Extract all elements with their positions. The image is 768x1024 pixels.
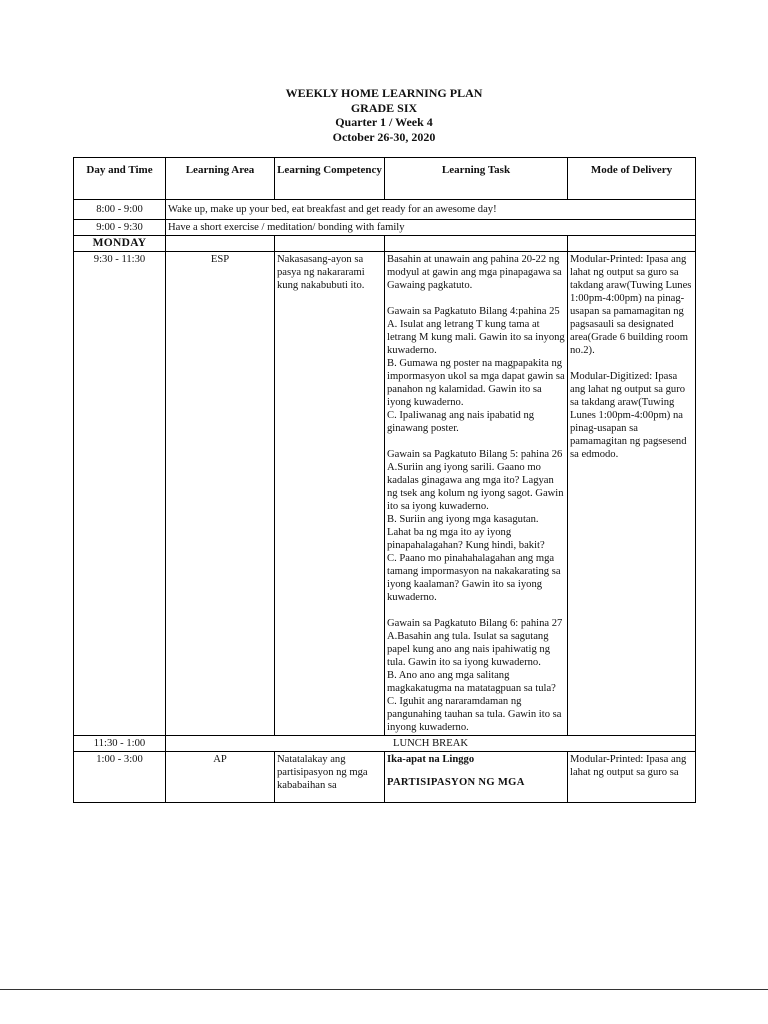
empty-cell [166, 236, 275, 252]
competency-cell: Nakasasang-ayon sa pasya ng nakararami kung nakabubuti ito. [275, 252, 385, 736]
col-header-learning-area: Learning Area [166, 158, 275, 200]
learning-task-cell [385, 252, 568, 736]
table-row-ap [74, 752, 696, 803]
task-line: A. Isulat ang letrang T kung tama at letrang M kung mali. Gawin ito sa inyong kuwaderno. [387, 319, 565, 356]
table-row [74, 220, 696, 236]
task-paragraph [387, 448, 565, 604]
col-header-learning-competency: Learning Competency [275, 158, 385, 200]
learning-plan-table [73, 157, 696, 803]
task-line: Gawain sa Pagkatuto Bilang 5: pahina 26 [387, 449, 563, 460]
quarter-week: Quarter 1 / Week 4 [335, 115, 433, 129]
mode-of-delivery-cell: Modular-Printed: Ipasa ang lahat ng output sa guro sa [568, 752, 696, 803]
task-paragraph: Basahin at unawain ang pahina 20-22 ng modyul at gawin ang mga pinapagawa sa Gawaing pagkatuto. [387, 254, 562, 291]
plan-title-block [0, 86, 768, 144]
plan-title: WEEKLY HOME LEARNING PLAN [285, 86, 483, 100]
learning-task-cell [385, 752, 568, 803]
time-cell: 9:30 - 11:30 [74, 252, 166, 736]
table-header-row [74, 158, 696, 200]
learning-area-cell: AP [166, 752, 275, 803]
task-line: B. Ano ano ang mga salitang magkakatugma na matatagpuan sa tula? [387, 670, 556, 694]
task-line: C. Paano mo pinahahalagahan ang mga tamang impormasyon na nakakarating sa iyong kaalaman? Gawin ito sa iyong kuwaderno. [387, 553, 561, 603]
task-line: Gawain sa Pagkatuto Bilang 4:pahina 25 [387, 306, 560, 317]
grade-level: GRADE SIX [350, 100, 418, 115]
mode-of-delivery-cell [568, 252, 696, 736]
learning-area-cell: ESP [166, 252, 275, 736]
date-range: October 26-30, 2020 [332, 129, 436, 144]
mode-paragraph: Modular-Digitized: Ipasa ang lahat ng output sa guro sa takdang araw(Tuwing Lunes 1:00pm-4:00pm) na pinag-usapan sa pamamagitan ng pagsesend sa edmodo. [570, 371, 687, 460]
lunch-break-cell: LUNCH BREAK [166, 736, 696, 752]
activity-cell: Have a short exercise / meditation/ bonding with family [166, 220, 696, 236]
task-paragraph [387, 305, 565, 435]
page-bottom-divider [0, 989, 768, 990]
task-paragraph [387, 617, 565, 734]
task-line: A.Basahin ang tula. Isulat sa sagutang papel kung ano ang nais ipahiwatig ng tula. Gawin ito sa iyong kuwaderno. [387, 631, 550, 668]
time-cell: 1:00 - 3:00 [74, 752, 166, 803]
task-line: A.Suriin ang iyong sarili. Gaano mo kadalas ginagawa ang mga ito? Lagyan ng tsek ang kolum ng iyong sagot. Gawin ito sa iyong kuwaderno. [387, 462, 564, 512]
empty-cell [275, 236, 385, 252]
col-header-mode-of-delivery: Mode of Delivery [568, 158, 696, 200]
task-line: Gawain sa Pagkatuto Bilang 6: pahina 27 [387, 618, 563, 629]
time-cell: 8:00 - 9:00 [74, 200, 166, 220]
empty-cell [568, 236, 696, 252]
table-row [74, 200, 696, 220]
table-row-esp [74, 252, 696, 736]
competency-cell: Natatalakay ang partisipasyon ng mga kababaihan sa [275, 752, 385, 803]
empty-cell [385, 236, 568, 252]
task-line: B. Suriin ang iyong mga kasagutan. Lahat ba ng mga ito ay iyong pinapahalagahan? Kung hindi, bakit? [387, 514, 545, 551]
mode-paragraph: Modular-Printed: Ipasa ang lahat ng output sa guro sa takdang araw(Tuwing Lunes 1:00pm-4:00pm) na pinag-usapan sa pamamagitan ng pagsasauli sa designated area(Grade 6 building room no.2). [570, 254, 692, 356]
time-cell: 9:00 - 9:30 [74, 220, 166, 236]
time-cell: 11:30 - 1:00 [74, 736, 166, 752]
lunch-row [74, 736, 696, 752]
day-row [74, 236, 696, 252]
task-week-title: Ika-apat na Linggo [387, 754, 475, 765]
task-line: B. Gumawa ng poster na magpapakita ng impormasyon ukol sa mga dapat gawin sa panahon ng kalamidad. Gawin ito sa iyong kuwaderno. [387, 358, 565, 408]
day-label: MONDAY [74, 236, 166, 252]
task-line: C. Iguhit ang nararamdaman ng pangunahing tauhan sa tula. Gawin ito sa inyong kuwaderno. [387, 696, 562, 733]
task-topic: PARTISIPASYON NG MGA [387, 777, 525, 788]
col-header-learning-task: Learning Task [385, 158, 568, 200]
task-line: C. Ipaliwanag ang nais ipabatid ng ginawang poster. [387, 410, 535, 434]
activity-cell: Wake up, make up your bed, eat breakfast and get ready for an awesome day! [166, 200, 696, 220]
col-header-day-time: Day and Time [74, 158, 166, 200]
